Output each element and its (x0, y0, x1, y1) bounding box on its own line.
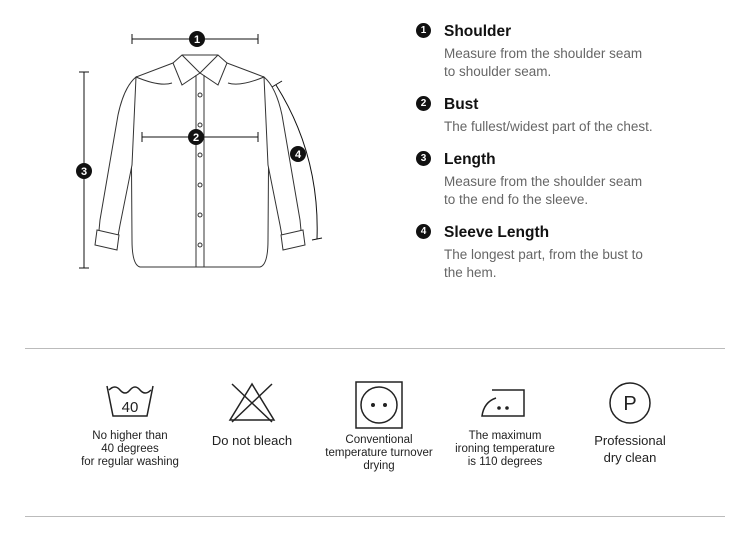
care-label: Professional dry clean (594, 433, 666, 465)
measurement-list (416, 22, 736, 296)
svg-text:2: 2 (192, 132, 200, 144)
svg-text:1: 1 (193, 34, 201, 46)
iron-icon (480, 380, 530, 420)
measurement-desc: The fullest/widest part of the chest. (444, 119, 653, 134)
wash-40-icon (105, 380, 155, 420)
care-no-bleach (187, 380, 317, 449)
tumble-dry-icon (354, 380, 404, 430)
care-wash (65, 380, 195, 469)
svg-text:40: 40 (121, 399, 139, 416)
measurement-desc: Measure from the shoulder seam to shoulder seam. (444, 46, 643, 79)
no-bleach-icon (226, 380, 278, 424)
care-label: Conventional temperature turnover drying (325, 434, 433, 472)
number-badge: 3 (416, 151, 431, 166)
measurement-title: Sleeve Length (444, 224, 550, 241)
measurement-bust (416, 95, 736, 136)
number-badge: 2 (416, 96, 431, 111)
measurement-shoulder (416, 22, 736, 81)
number-badge: 4 (416, 224, 431, 239)
care-tumble-dry (314, 380, 444, 473)
svg-text:P: P (623, 393, 637, 415)
care-label: The maximum ironing temperature is 110 degrees (455, 430, 555, 468)
top-divider (25, 348, 725, 349)
measurement-desc: Measure from the shoulder seam to the end fo the sleeve. (444, 174, 643, 207)
care-label: No higher than 40 degrees for regular washing (81, 430, 179, 468)
number-badge: 1 (416, 23, 431, 38)
care-iron (440, 380, 570, 469)
marker-4 (290, 146, 306, 162)
care-dry-clean (565, 380, 695, 466)
measurement-title: Length (444, 151, 496, 168)
measurement-title: Bust (444, 96, 479, 113)
dry-clean-icon (607, 380, 653, 426)
marker-3 (76, 163, 92, 179)
measurement-title: Shoulder (444, 23, 512, 40)
bottom-divider (25, 516, 725, 517)
marker-2 (188, 129, 204, 145)
marker-1 (189, 31, 205, 47)
shirt-illustration (70, 25, 340, 275)
care-label: Do not bleach (211, 433, 293, 448)
shirt-diagram (70, 25, 340, 275)
measurement-length (416, 150, 736, 209)
svg-text:4: 4 (294, 149, 302, 161)
measurement-desc: The longest part, from the bust to the hem. (444, 247, 643, 280)
svg-text:3: 3 (80, 166, 88, 178)
measurement-sleeve-length (416, 223, 736, 282)
